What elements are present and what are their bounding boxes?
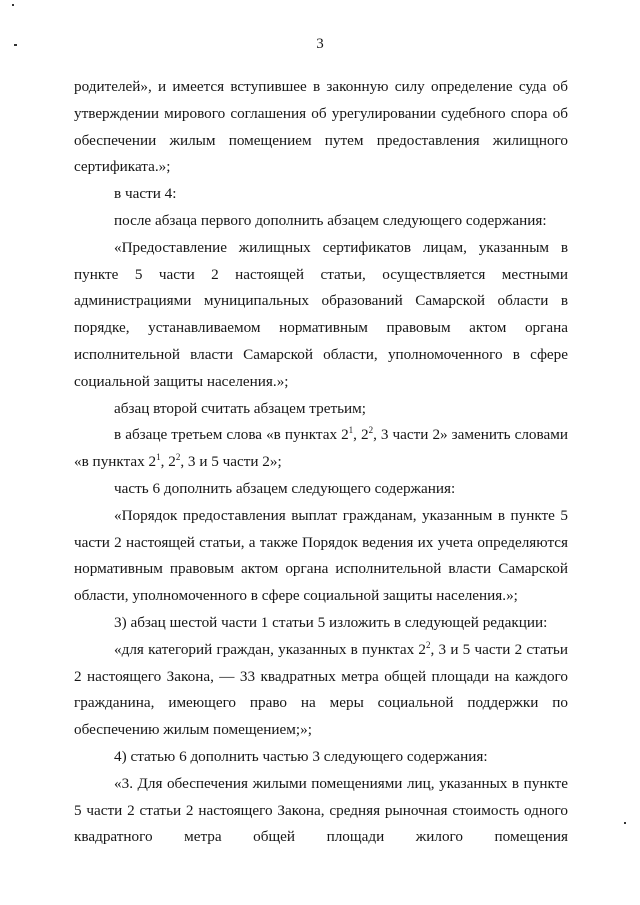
text-segment: в абзаце третьем слова «в пунктах 2 (114, 426, 349, 444)
paragraph-11: 4) статью 6 дополнить частью 3 следующего содержания: (114, 747, 488, 765)
paragraph-6 (74, 422, 568, 476)
scan-mark (624, 822, 626, 824)
paragraph-4: «Предоставление жилищных сертификатов лицам, указанным в пункте 5 части 2 настоящей статьи, осуществляется местными администрациями муниципальных образований Самарской области в порядке, устанавливаемом нормативным правовым актом органа исполнительной власти Самарской области, уполномоченного в сфере социальной защиты населения.»; (74, 238, 568, 390)
paragraph-12: «3. Для обеспечения жилыми помещениями лиц, указанных в пункте 5 части 2 статьи 2 настоящего Закона, средняя рыночная стоимость одного квадратного метра общей площади жилого помещения (74, 774, 568, 846)
text-segment: , 3 части 2» заменить словами «в пунктах 2 (74, 426, 568, 471)
paragraph-8: «Порядок предоставления выплат гражданам, указанным в пункте 5 части 2 настоящей статьи, а также Порядок ведения их учета определяются нормативным правовым актом органа исполнительной власти Самарской области, уполномоченного в сфере социальной защиты населения.»; (74, 506, 568, 605)
superscript: 2 (175, 452, 181, 463)
paragraph-7: часть 6 дополнить абзацем следующего содержания: (114, 479, 456, 497)
paragraph-10 (74, 637, 568, 744)
paragraph-9: 3) абзац шестой части 1 статьи 5 изложить в следующей редакции: (114, 613, 548, 631)
text-segment: , 2 (353, 426, 369, 444)
document-body (74, 74, 568, 851)
paragraph-2: в части 4: (114, 185, 177, 203)
page-number: 3 (316, 36, 324, 52)
text-segment: , 3 и 5 части 2»; (180, 453, 282, 471)
paragraph-5: абзац второй считать абзацем третьим; (114, 399, 366, 417)
text-segment: «для категорий граждан, указанных в пунктах 2 (114, 640, 427, 658)
superscript: 1 (156, 452, 161, 463)
superscript: 2 (426, 639, 431, 650)
paragraph-1: родителей», и имеется вступившее в законную силу определение суда об утверждении мирового соглашения об урегулировании судебного спора об обеспечении жилым помещением путем предоставления жилищного сертификата.»; (74, 78, 568, 176)
superscript: 2 (368, 425, 374, 436)
scan-mark (14, 44, 17, 46)
text-segment: , 2 (160, 453, 176, 471)
superscript: 1 (348, 425, 354, 436)
text-segment: , 3 и 5 части 2 статьи 2 настоящего Закона, — 33 квадратных метра общей площади на каждого гражданина, имеющего право на меры социальной поддержки по обеспечению жилым помещением;»; (74, 640, 568, 739)
scan-mark (12, 4, 14, 6)
paragraph-3: после абзаца первого дополнить абзацем следующего содержания: (114, 211, 547, 229)
